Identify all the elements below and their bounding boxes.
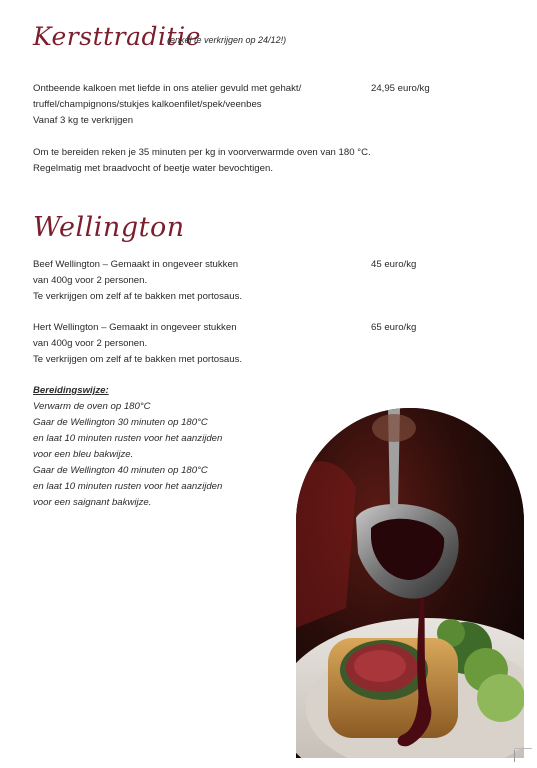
kalkoen-desc-line-2: truffel/champignons/stukjes kalkoenfilet/spek/veenbes: [33, 99, 262, 110]
kalkoen-price: 24,95 euro/kg: [371, 83, 430, 94]
beef-line-1: Beef Wellington – Gemaakt in ongeveer stukken: [33, 259, 239, 270]
beef-line-2: van 400g voor 2 personen.: [33, 275, 148, 286]
hert-line-2: van 400g voor 2 personen.: [33, 338, 148, 349]
page-corner-mark-horizontal: [514, 748, 532, 749]
kalkoen-desc-line-1: Ontbeende kalkoen met liefde in ons atelier gevuld met gehakt/: [33, 83, 302, 94]
method-line-7: voor een saignant bakwijze.: [33, 497, 152, 508]
hert-line-1: Hert Wellington – Gemaakt in ongeveer stukken: [33, 322, 237, 333]
hert-line-3: Te verkrijgen om zelf af te bakken met portosaus.: [33, 354, 243, 365]
kersttraditie-heading: Kersttraditie: [33, 22, 201, 51]
hert-price: 65 euro/kg: [371, 322, 417, 333]
method-line-3: en laat 10 minuten rusten voor het aanzijden: [33, 433, 223, 444]
beef-price: 45 euro/kg: [371, 259, 417, 270]
method-title: Bereidingswijze:: [33, 385, 109, 396]
method-line-6: en laat 10 minuten rusten voor het aanzijden: [33, 481, 223, 492]
beef-line-3: Te verkrijgen om zelf af te bakken met portosaus.: [33, 291, 243, 302]
kalkoen-prep-line-2: Regelmatig met braadvocht of beetje water bevochtigen.: [33, 163, 273, 174]
method-line-2: Gaar de Wellington 30 minuten op 180°C: [33, 417, 208, 428]
kalkoen-desc-line-3: Vanaf 3 kg te verkrijgen: [33, 115, 134, 126]
method-line-4: voor een bleu bakwijze.: [33, 449, 134, 460]
page-corner-mark-vertical: [514, 750, 515, 762]
kersttraditie-note: (enkel te verkrijgen op 24/12!): [167, 35, 287, 45]
wellington-photo: [296, 408, 524, 758]
wellington-heading: Wellington: [33, 212, 185, 243]
kalkoen-prep-line-1: Om te bereiden reken je 35 minuten per kg in voorverwarmde oven van 180 °C.: [33, 147, 371, 158]
method-line-1: Verwarm de oven op 180°C: [33, 401, 151, 412]
wellington-photo-illustration: [296, 408, 524, 758]
method-line-5: Gaar de Wellington 40 minuten op 180°C: [33, 465, 208, 476]
